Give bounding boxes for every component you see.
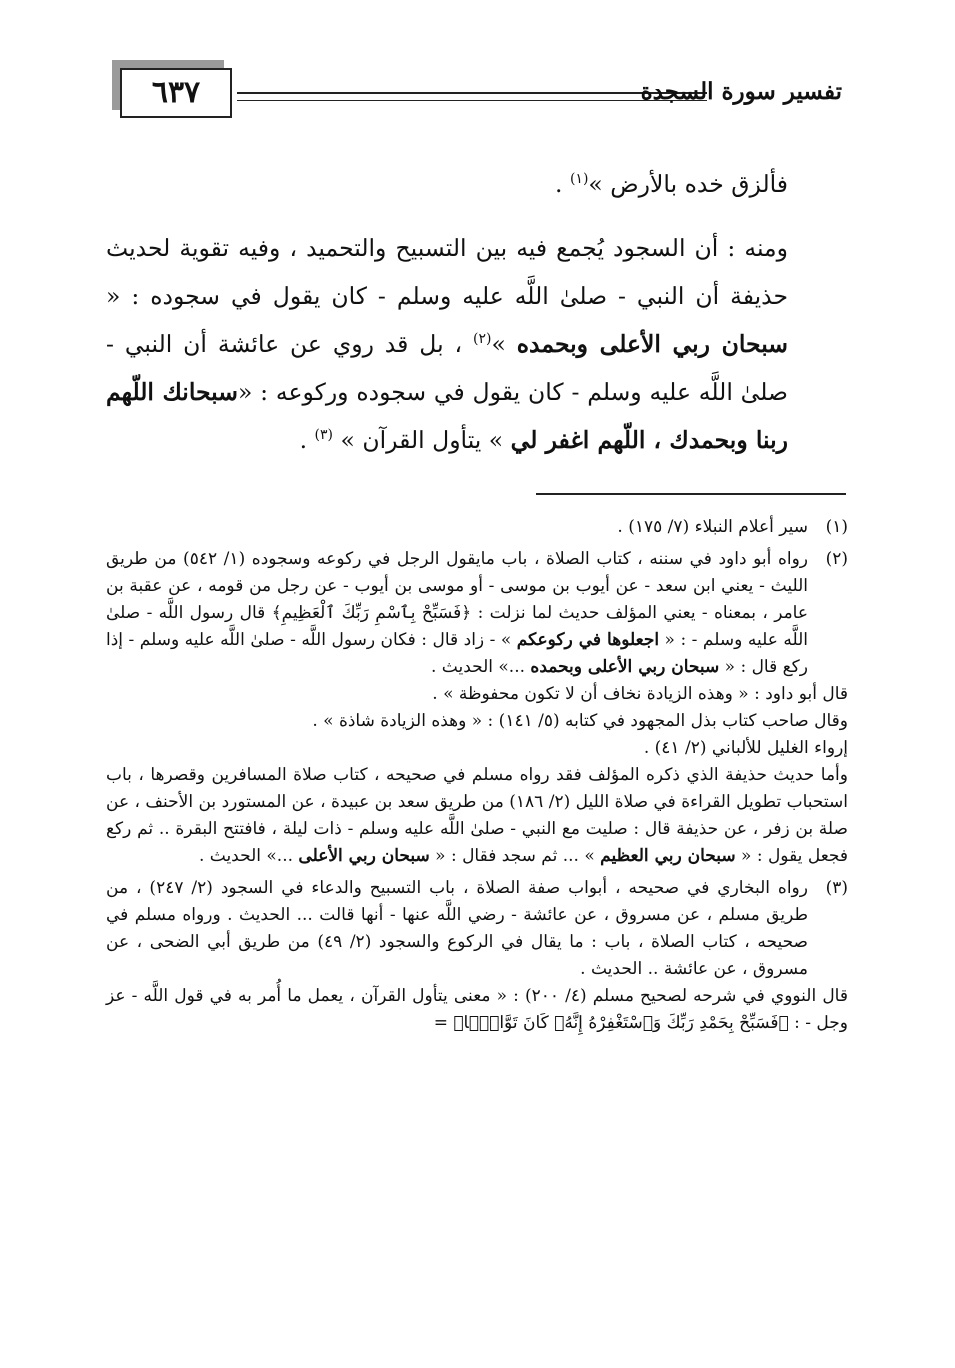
paragraph-2-end: .	[299, 426, 315, 454]
paragraph-2-part-2: »	[491, 330, 517, 358]
footnote-3	[106, 875, 848, 1037]
paragraph-2-part-4: » يتأول القرآن »	[333, 426, 511, 454]
footnote-2-paragraph-5	[106, 762, 848, 870]
footnote-2-text-d: وأما حديث حذيفة الذي ذكره المؤلف فقد رواه مسلم في صحيحه ، كتاب صلاة المسافرين وقصرها ، باب استحباب تطويل القراءة في صلاة الليل (٢/ ١٨٦) من طريق سعد بن عبيدة ، عن المستورد بن الأحنف ، عن صلة بن زفر ، عن حذيفة قال : صليت مع النبي - صلىٰ اللَّه عليه وسلم - ذات ليلة ، فافتتح البقرة .. ثم ركع فجعل يقول : «	[106, 765, 848, 866]
footnote-2-text-a: رواه أبو داود في سننه ، كتاب الصلاة ، باب مايقول الرجل في ركوعه وسجوده (١/ ٥٤٢) من طريق الليث - يعني ابن سعد - عن أيوب بن موسى - أو موسى بن أيوب - عن رجل من قومه ، عن عقبة بن عامر ، بمعناه - يعني المؤلف حديث لما نزلت : ﴿فَسَبِّحْ بِٱسْمِ رَبِّكَ ٱلْعَظِيمِ﴾ قال رسول اللَّه - صلىٰ اللَّه عليه وسلم - : «	[106, 549, 809, 650]
footnote-2-body	[106, 546, 848, 870]
footnote-2-paragraph-3: وقال صاحب كتاب بذل المجهود في كتابه (٥/ ١٤١) : « وهذه الزيادة شاذة » .	[312, 711, 848, 731]
paragraph-2-part-1: ومنه : أن السجود يُجمع فيه بين التسبيح والتحميد ، وفيه تقوية لحديث حذيفة أن النبي - صلىٰ اللَّه عليه وسلم - كان يقول في سجوده : «	[106, 234, 788, 310]
footnote-separator	[536, 493, 846, 495]
footnote-2-text-c: ...» الحديث .	[430, 657, 531, 677]
footnote-2-text-f: ...» الحديث .	[198, 846, 299, 866]
footnote-3-body	[106, 875, 848, 1037]
paragraph-1	[106, 160, 848, 208]
main-text	[106, 160, 848, 464]
footnote-1	[106, 514, 848, 541]
quote-subhanak-allahumma: سبحانك اللّهم ربنا وبحمدك ، اللّهم اغفر لي	[106, 378, 788, 454]
footnote-2-paragraph-2: قال أبو داود : « وهذه الزيادة نخاف أن لا تكون محفوظة » .	[432, 684, 848, 704]
footnote-2-paragraph-4: إرواء الغليل للألباني (٢/ ٤١) .	[643, 738, 848, 758]
page-number-box	[120, 68, 232, 118]
quote-subhan-rabbi-alaa: سبحان ربي الأعلى وبحمده	[516, 330, 788, 358]
footnote-1-number: (١)	[825, 517, 848, 537]
footnote-2-bold-2: سبحان ربي الأعلى وبحمده	[530, 657, 720, 677]
footnote-1-body	[106, 514, 808, 541]
footnotes	[106, 514, 848, 1042]
paragraph-2	[106, 224, 848, 464]
footnote-2-paragraph-1	[106, 546, 808, 681]
footnote-2-bold-4: سبحان ربي الأعلى	[298, 846, 430, 866]
footnote-1-text: سير أعلام النبلاء (٧/ ١٧٥) .	[617, 517, 808, 537]
header-rule	[237, 92, 707, 101]
footnote-ref-3: (٣)	[314, 427, 333, 443]
page-header	[112, 56, 842, 122]
page-number: ٦٣٧	[151, 75, 201, 110]
footnote-3-paragraph-1: رواه البخاري في صحيحه ، أبواب صفة الصلاة ، باب التسبيح والدعاء في السجود (٢/ ٢٤٧) ، من طريق مسلم ، عن مسروق ، عن عائشة - رضي اللَّه عنها - أنها قالت ... الحديث . ورواه مسلم في صحيحه ، كتاب الصلاة ، باب : ما يقال في الركوع والسجود (٢/ ٤٩) من طريق أبي الضحى ، عن مسروق ، عن عائشة .. الحديث .	[106, 878, 808, 979]
footnote-2	[106, 546, 848, 870]
paragraph-2-part-3: ، بل قد روي عن عائشة أن النبي - صلىٰ اللَّه عليه وسلم - كان يقول في سجوده وركوعه : «	[106, 330, 788, 406]
footnote-3-number: (٣)	[825, 878, 848, 898]
footnote-2-text-b: » - زاد قال : فكان رسول اللَّه - صلىٰ اللَّه عليه وسلم - إذا ركع قال : «	[106, 630, 808, 677]
footnote-2-bold-3: سبحان ربي العظيم	[600, 846, 736, 866]
running-title: تفسير سورة السجدة	[640, 78, 842, 105]
footnote-2-text-e: » ... ثم سجد فقال : «	[429, 846, 601, 866]
footnote-ref-2: (٢)	[472, 331, 492, 347]
paragraph-1-end: .	[555, 170, 570, 198]
footnote-2-number: (٢)	[825, 549, 848, 569]
footnote-3-paragraph-2: قال النووي في شرحه لصحيح مسلم (٤/ ٢٠٠) : « معنى يتأول القرآن ، يعمل ما أُمر به في قول اللَّه - عز وجل - : ﴿فَسَبِّحْ بِحَمْدِ رَبِّكَ وَٱسْتَغْفِرْهُ إِنَّهُۥ كَانَ تَوَّابًۢا﴾ =	[106, 986, 848, 1033]
footnote-2-bold-1: اجعلوها في ركوعكم	[516, 630, 660, 650]
footnote-ref-1: (١)	[569, 171, 589, 187]
paragraph-1-text: فألزق خده بالأرض »	[588, 170, 788, 198]
